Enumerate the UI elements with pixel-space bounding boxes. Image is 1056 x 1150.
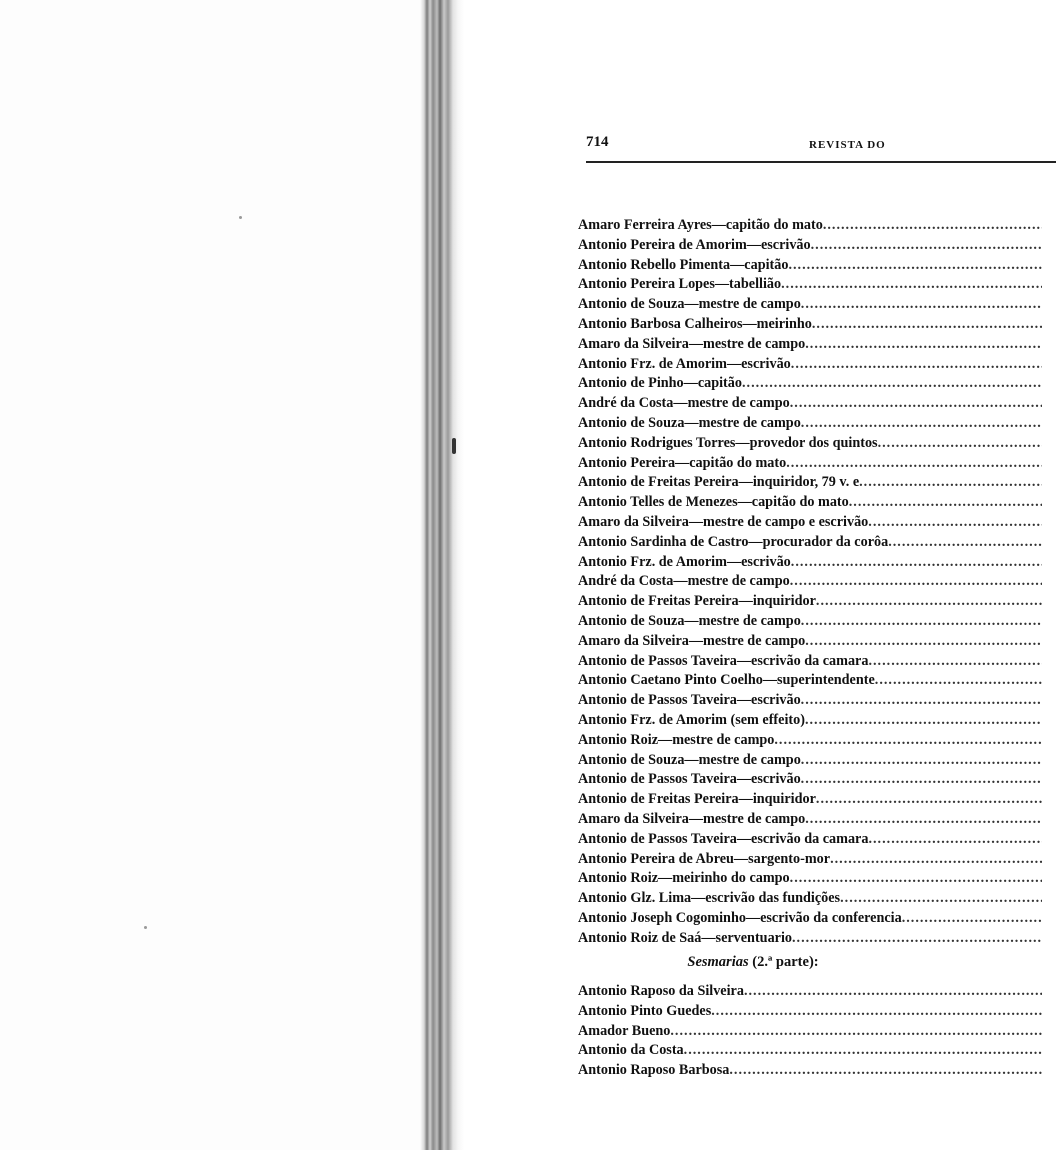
left-page [0, 0, 420, 1150]
dot-leader [878, 434, 1042, 454]
dot-leader [684, 1041, 1042, 1061]
dot-leader [849, 493, 1042, 513]
dot-leader [791, 553, 1042, 573]
entry-text: Antonio de Passos Taveira—escrivão [578, 692, 801, 709]
dot-leader [670, 1022, 1042, 1042]
dot-leader [788, 256, 1042, 276]
list-item [578, 315, 1042, 335]
entry-text: Amaro Ferreira Ayres—capitão do mato [578, 217, 823, 233]
page-number: 714 [586, 134, 609, 150]
list-item [578, 671, 1042, 691]
list-item [578, 572, 1042, 592]
entry-text: Antonio Sardinha de Castro—procurador da corôa [578, 533, 889, 550]
dot-leader [812, 315, 1042, 335]
entry-text: Antonio de Souza—mestre de campo [578, 751, 801, 768]
dot-leader [868, 830, 1042, 850]
dot-leader [805, 711, 1042, 731]
dot-leader [805, 335, 1042, 355]
book-gutter [420, 0, 464, 1150]
list-item [578, 513, 1042, 533]
entry-text: Antonio Pereira—capitão do mato [578, 454, 787, 471]
dot-leader [868, 513, 1042, 533]
list-item [578, 751, 1042, 771]
entry-text: Antonio Pereira de Amorim—escrivão [578, 236, 811, 253]
entry-text: Antonio da Costa [578, 1042, 684, 1059]
entry-text: Amaro da Silveira—mestre de campo [578, 810, 806, 827]
list-item [578, 592, 1042, 612]
dot-leader [868, 652, 1042, 672]
section-title: Sesmarias [687, 954, 749, 970]
entry-text: Antonio de Freitas Pereira—inquiridor, 79 v. e [578, 474, 860, 491]
list-item [578, 1002, 1042, 1022]
dot-leader [816, 592, 1042, 612]
section-part: (2.ª parte): [752, 954, 819, 970]
dot-leader [786, 454, 1042, 474]
entry-text: Antonio de Freitas Pereira—inquiridor [578, 593, 816, 610]
dot-leader [823, 216, 1042, 236]
list-item [578, 493, 1042, 513]
list-item [578, 632, 1042, 652]
entry-text: Antonio Rodrigues Torres—provedor dos quintos [578, 434, 878, 451]
dot-leader [801, 414, 1042, 434]
dot-leader [774, 731, 1042, 751]
entry-text: Amador Bueno [578, 1022, 671, 1039]
dot-leader [840, 889, 1042, 909]
list-item [578, 770, 1042, 790]
list-item [578, 731, 1042, 751]
entry-text: Antonio Pinto Guedes [578, 1002, 712, 1019]
dot-leader [816, 790, 1042, 810]
dot-leader [888, 533, 1042, 553]
dot-leader [742, 374, 1042, 394]
list-item [578, 355, 1042, 375]
entry-text: Antonio Frz. de Amorim—escrivão [578, 553, 791, 570]
entry-text: Antonio de Freitas Pereira—inquiridor [578, 791, 816, 808]
entry-list [578, 216, 1042, 948]
list-item [578, 790, 1042, 810]
dot-leader [790, 394, 1042, 414]
entry-text: Antonio de Souza—mestre de campo [578, 612, 801, 629]
entry-text: Antonio Rebello Pimenta—capitão [578, 256, 789, 273]
list-item [578, 394, 1042, 414]
list-item [578, 335, 1042, 355]
list-item [578, 533, 1042, 553]
dot-leader [744, 982, 1042, 1002]
dot-leader [805, 810, 1042, 830]
dot-leader [801, 770, 1042, 790]
entry-text: Antonio de Passos Taveira—escrivão da camara [578, 830, 869, 847]
dot-leader [801, 295, 1042, 315]
section-heading [464, 954, 1042, 971]
list-item [578, 1022, 1042, 1042]
dot-leader [791, 355, 1042, 375]
sesmarias-list [578, 982, 1042, 1081]
list-item [578, 691, 1042, 711]
dot-leader [875, 671, 1042, 691]
paper-speck [239, 216, 242, 219]
entry-text: Antonio Raposo Barbosa [578, 1062, 730, 1079]
dot-leader [711, 1002, 1042, 1022]
list-item [578, 652, 1042, 672]
entry-text: Antonio Roiz de Saá—serventuario [578, 929, 792, 946]
entry-text: Antonio de Souza—mestre de campo [578, 414, 801, 431]
list-item [578, 1041, 1042, 1061]
dot-leader [805, 632, 1042, 652]
dot-leader [790, 869, 1042, 889]
list-item [578, 275, 1042, 295]
entry-text: Antonio Pereira Lopes—tabellião [578, 276, 782, 293]
entry-text: Antonio Roiz—mestre de campo [578, 731, 775, 748]
dot-leader [790, 572, 1042, 592]
list-item [578, 216, 1042, 236]
dot-leader [801, 612, 1042, 632]
list-item [578, 612, 1042, 632]
entry-text: Antonio de Souza—mestre de campo [578, 296, 801, 313]
list-item [578, 256, 1042, 276]
list-item [578, 374, 1042, 394]
entry-text: Antonio Caetano Pinto Coelho—superintendente [578, 672, 875, 689]
entry-text: Amaro da Silveira—mestre de campo [578, 632, 806, 649]
header-rule [586, 161, 1056, 163]
list-item [578, 414, 1042, 434]
list-item [578, 434, 1042, 454]
list-item [578, 1061, 1042, 1081]
entry-text: Antonio Raposo da Silveira [578, 983, 744, 999]
list-item [578, 711, 1042, 731]
list-item [578, 982, 1042, 1002]
gutter-mark [452, 438, 456, 454]
list-item [578, 295, 1042, 315]
entry-text: Antonio Glz. Lima—escrivão das fundições [578, 890, 841, 907]
entry-text: Amaro da Silveira—mestre de campo [578, 335, 806, 352]
entry-text: Antonio Frz. de Amorim (sem effeito) [578, 711, 805, 728]
list-item [578, 869, 1042, 889]
list-item [578, 830, 1042, 850]
entry-text: Antonio de Passos Taveira—escrivão da camara [578, 652, 869, 669]
entry-text: Antonio Pereira de Abreu—sargento-mor [578, 850, 831, 867]
list-item [578, 553, 1042, 573]
list-item [578, 473, 1042, 493]
list-item [578, 810, 1042, 830]
entry-text: Antonio Frz. de Amorim—escrivão [578, 355, 791, 372]
right-page [464, 0, 1056, 1150]
dot-leader [902, 909, 1042, 929]
entry-text: André da Costa—mestre de campo [578, 395, 790, 412]
entry-text: Antonio Telles de Menezes—capitão do mato [578, 494, 849, 511]
dot-leader [729, 1061, 1042, 1081]
list-item [578, 454, 1042, 474]
entry-text: André da Costa—mestre de campo [578, 573, 790, 590]
list-item [578, 850, 1042, 870]
entry-text: Antonio de Passos Taveira—escrivão [578, 771, 801, 788]
dot-leader [781, 275, 1042, 295]
entry-text: Antonio Barbosa Calheiros—meirinho [578, 315, 812, 332]
entry-text: Antonio Roiz—meirinho do campo [578, 870, 790, 887]
list-item [578, 929, 1042, 949]
dot-leader [801, 691, 1042, 711]
entry-text: Antonio Joseph Cogominho—escrivão da conferencia [578, 909, 902, 926]
paper-speck [144, 926, 147, 929]
list-item [578, 889, 1042, 909]
entry-text: Amaro da Silveira—mestre de campo e escrivão [578, 513, 869, 530]
dot-leader [859, 473, 1042, 493]
list-item [578, 909, 1042, 929]
list-item [578, 236, 1042, 256]
running-head: REVISTA DO [809, 139, 886, 151]
dot-leader [801, 751, 1042, 771]
dot-leader [830, 850, 1042, 870]
entry-text: Antonio de Pinho—capitão [578, 375, 742, 392]
dot-leader [811, 236, 1042, 256]
dot-leader [792, 929, 1042, 949]
